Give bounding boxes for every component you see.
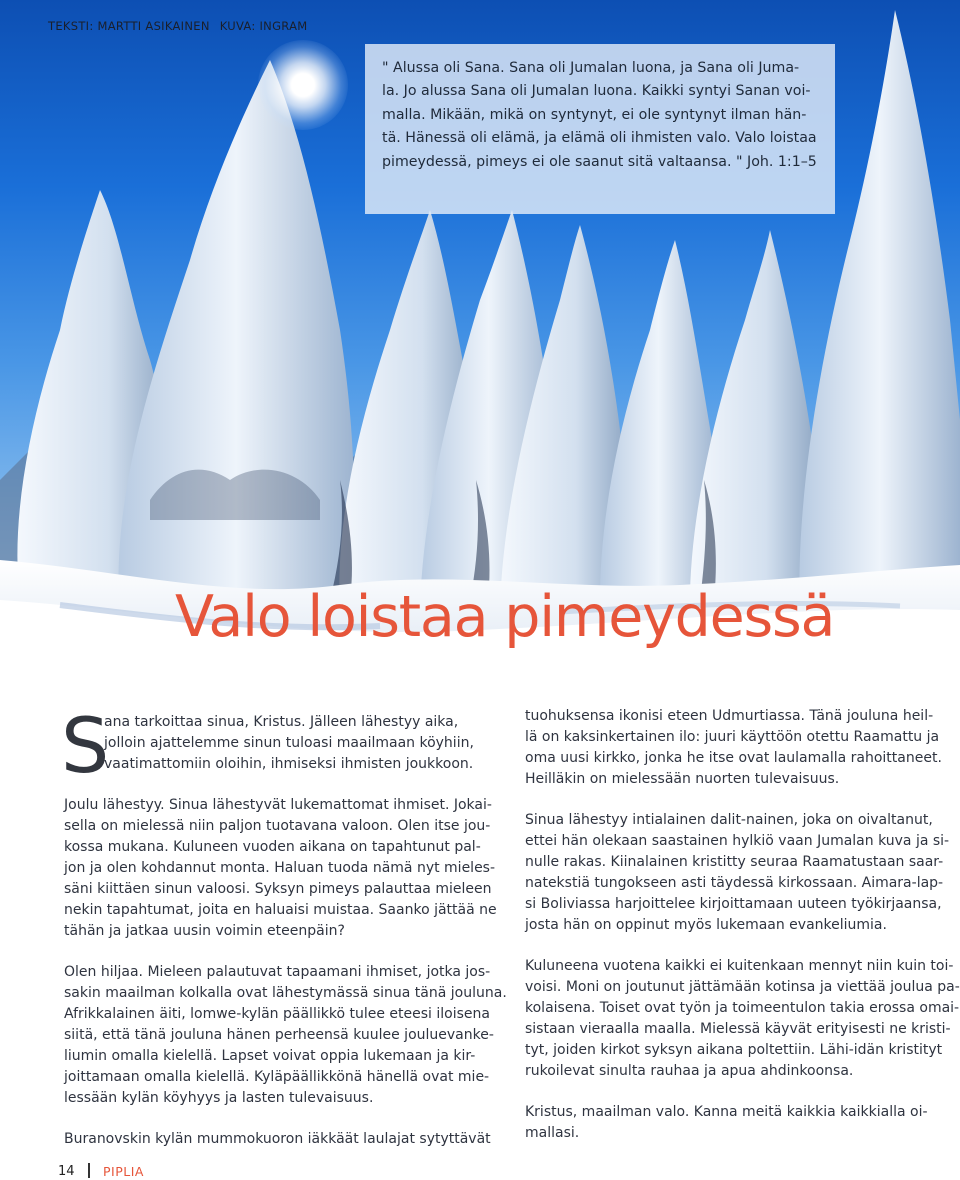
body-line: liumin omalla kielellä. Lapset voivat oppia lukemaan ja kir- (64, 1048, 476, 1064)
body-line: rukoilevat sinulta rauhaa ja apua ahdinkoonsa. (525, 1063, 854, 1079)
lead-line: jolloin ajattelemme sinun tuloasi maailmaan köyhiin, (104, 735, 474, 751)
body-line: lessään kylän köyhyys ja lasten tulevaisuus. (64, 1090, 374, 1106)
sun-glare (258, 40, 348, 130)
body-line: Kristus, maailman valo. Kanna meitä kaikkia kaikkialla oi- (525, 1104, 928, 1120)
body-paragraph (64, 795, 497, 942)
body-line: oma uusi kirkko, jonka he itse ovat laulamalla rahoittaneet. (525, 750, 942, 766)
article-headline: Valo loistaa pimeydessä (175, 584, 835, 650)
body-line: mallasi. (525, 1125, 580, 1141)
lead-paragraph (61, 701, 484, 790)
body-line: Buranovskin kylän mummokuoron iäkkäät laulajat sytyttävät (64, 1131, 491, 1147)
body-line: kossa mukana. Kuluneen vuoden aikana on tapahtunut pal- (64, 839, 481, 855)
quote-line: tä. Hänessä oli elämä, ja elämä oli ihmisten valo. Valo loistaa (382, 130, 817, 147)
magazine-name: PIPLIA (103, 1164, 144, 1179)
body-line: josta hän on oppinut myös lukemaan evankeliumia. (525, 917, 887, 933)
body-paragraph (525, 706, 945, 790)
body-line: kolaisena. Toiset ovat työn ja toimeentulon takia erossa omai- (525, 1000, 960, 1016)
body-line: sella on mielessä niin paljon tuotavana valoon. Olen itse jou- (64, 818, 491, 834)
article-column-left (61, 701, 507, 1170)
author-credit: TEKSTI: MARTTI ASIKAINEN (48, 19, 210, 33)
body-line: nulle rakas. Kiinalainen kristitty seuraa Raamatustaan saar- (525, 854, 944, 870)
body-line: tähän ja jatkaa uusin voimin eteenpäin? (64, 923, 345, 939)
body-line: Heilläkin on mielessään nuorten tulevaisuus. (525, 771, 840, 787)
body-line: sakin maailman kolkalla ovat lähestymässä sinua tänä jouluna. (64, 985, 507, 1001)
body-line: lä on kaksinkertainen ilo: juuri käyttöön otettu Raamattu ja (525, 729, 940, 745)
body-paragraph (525, 956, 960, 1082)
body-line: siitä, että tänä jouluna hänen perheensä kuulee jouluevanke- (64, 1027, 494, 1043)
body-line: tuohuksensa ikonisi eteen Udmurtiassa. Tänä jouluna heil- (525, 708, 934, 724)
body-line: ettei hän olekaan saastainen hylkiö vaan Jumalan kuva ja si- (525, 833, 950, 849)
body-line: sistaan vieraalla maalla. Mielessä käyvät erityisesti ne kristi- (525, 1021, 951, 1037)
footer-divider (88, 1163, 90, 1178)
body-line: Kuluneena vuotena kaikki ei kuitenkaan mennyt niin kuin toi- (525, 958, 954, 974)
lead-line: ana tarkoittaa sinua, Kristus. Jälleen lähestyy aika, (104, 714, 459, 730)
quote-line: pimeydessä, pimeys ei ole saanut sitä valtaansa. " Joh. 1:1–5 (382, 153, 817, 170)
body-paragraph (525, 810, 950, 936)
photo-credit (48, 19, 314, 33)
body-line: Sinua lähestyy intialainen dalit-nainen, joka on oivaltanut, (525, 812, 933, 828)
body-line: natekstiä tungokseen asti täydessä kirkossaan. Aimara-lap- (525, 875, 944, 891)
body-paragraph (64, 962, 507, 1109)
quote-line: " Alussa oli Sana. Sana oli Jumalan luona, ja Sana oli Juma- (382, 60, 800, 76)
quote-line: malla. Mikään, mikä on syntynyt, ei ole syntynyt ilman hän- (382, 106, 807, 123)
article-column-right (525, 706, 960, 1164)
body-line: jon ja olen kohdannut monta. Haluan tuoda nämä nyt mieles- (64, 860, 496, 876)
body-line: Joulu lähestyy. Sinua lähestyvät lukemattomat ihmiset. Jokai- (64, 797, 492, 813)
page-number: 14 (58, 1164, 75, 1179)
lead-line: vaatimattomiin oloihin, ihmiseksi ihmisten joukkoon. (104, 756, 474, 772)
body-line: tyt, joiden kirkot syksyn aikana poltettiin. Lähi-idän kristityt (525, 1042, 943, 1058)
body-line: säni kiittäen sinun valoosi. Syksyn pimeys palauttaa mieleen (64, 881, 492, 897)
body-paragraph (525, 1102, 945, 1144)
quote-line: la. Jo alussa Sana oli Jumalan luona. Kaikki syntyi Sanan voi- (382, 83, 811, 100)
body-line: nekin tapahtumat, joita en haluaisi muistaa. Saanko jättää ne (64, 902, 497, 918)
body-line: Olen hiljaa. Mieleen palautuvat tapaamani ihmiset, jotka jos- (64, 964, 491, 980)
bible-quote-box (365, 44, 835, 214)
photo-source-credit: KUVA: INGRAM (219, 19, 308, 33)
body-line: Afrikkalainen äiti, lomwe-kylän päällikkö tulee eteesi iloisena (64, 1006, 490, 1022)
body-line: joittamaan omalla kielellä. Kyläpäällikkönä hänellä ovat mie- (64, 1069, 490, 1085)
body-line: voisi. Moni on joutunut jättämään kotinsa ja viettää joulua pa- (525, 979, 960, 995)
body-paragraph (64, 1129, 491, 1150)
drop-cap: S (61, 701, 110, 790)
body-line: si Boliviassa harjoittelee kirjoittamaan uuteen työkirjaansa, (525, 896, 942, 912)
